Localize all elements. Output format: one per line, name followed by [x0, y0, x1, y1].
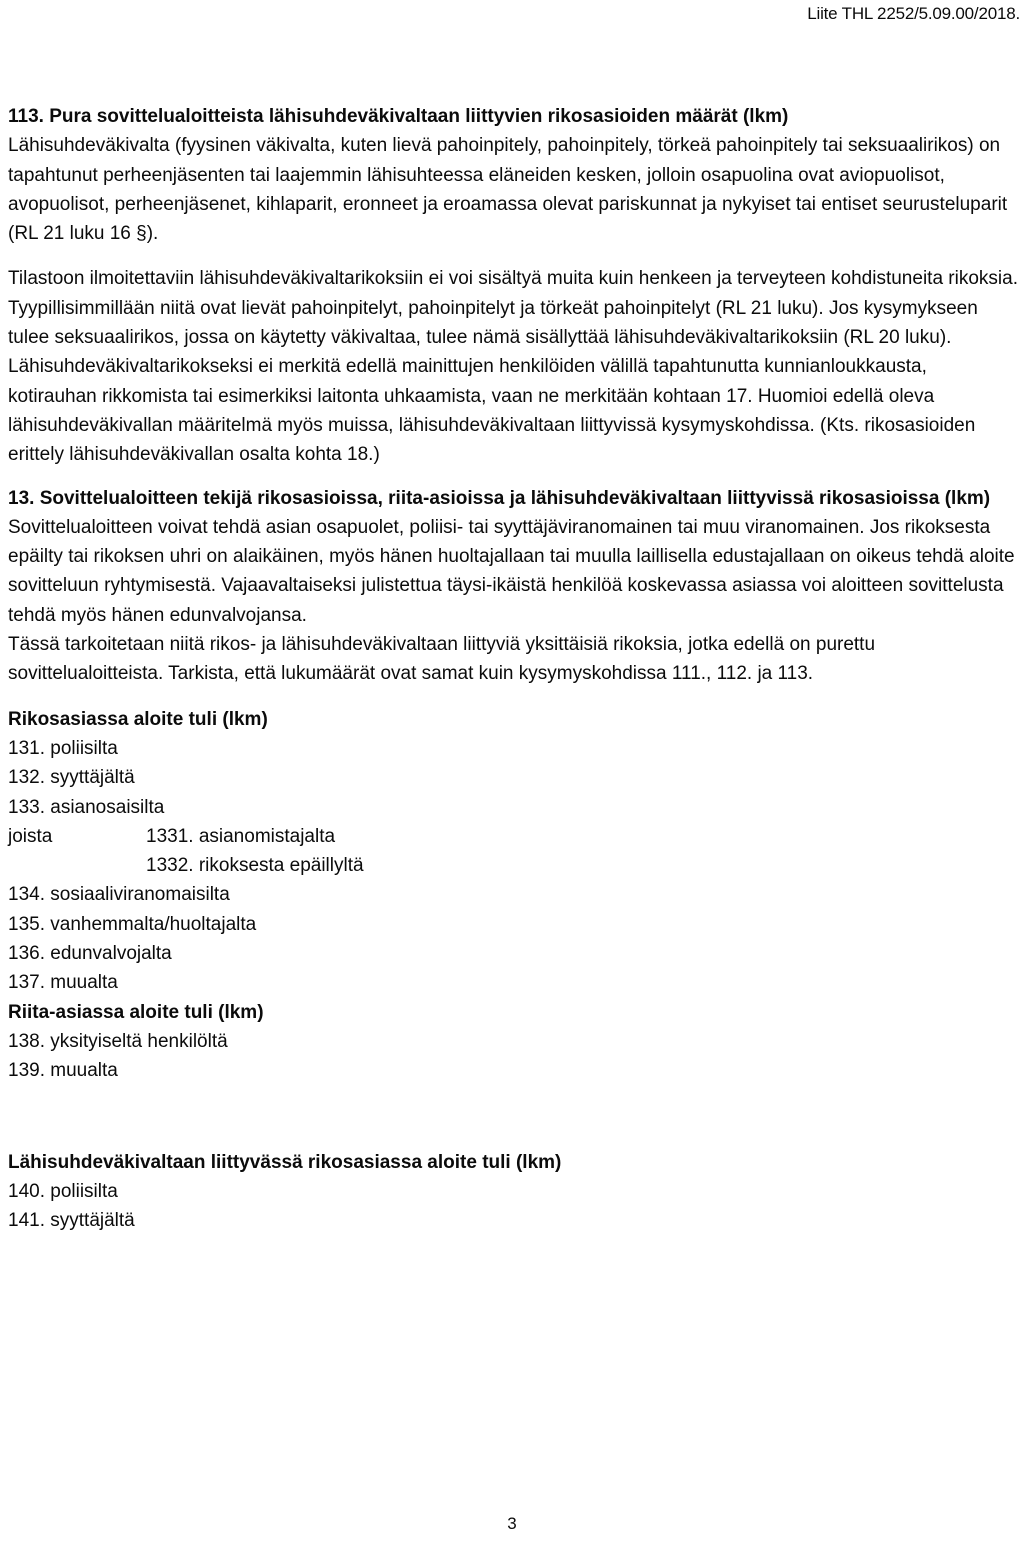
document-body	[8, 102, 1020, 1235]
document-reference: Liite THL 2252/5.09.00/2018.	[807, 4, 1020, 23]
section-113-heading: 113. Pura sovittelualoitteista lähisuhdeväkivaltaan liittyvien rikosasioiden määrät (lkm)	[8, 106, 789, 127]
section-113-paragraph-2: Tilastoon ilmoitettaviin lähisuhdeväkivaltarikoksiin ei voi sisältyä muita kuin henkeen ja terveyteen kohdistuneita rikoksia. Tyypillisimmillään niitä ovat lievät pahoinpitelyt, pahoinpitelyt ja törkeät pahoinpitelyt (RL 21 luku). Jos kysymykseen tulee seksuaalirikos, jossa on käytetty väkivaltaa, tulee nämä sisällyttää lähisuhdeväkivaltarikoksiin (RL 20 luku). Lähisuhdeväkivaltarikokseksi ei merkitä edellä mainittujen henkilöiden välillä tapahtunutta kunnianloukkausta, kotirauhan rikkomista tai esimerkiksi laitonta uhkaamista, vaan ne merkitään kohtaan 17. Huomioi edellä oleva lähisuhdeväkivallan määritelmä myös muissa, lähisuhdeväkivaltaan liittyvissä kysymyskohdissa. (Kts. rikosasioiden erittely lähisuhdeväkivallan osalta kohta 18.)	[8, 268, 1018, 466]
list-item-132: 132. syyttäjältä	[8, 767, 135, 789]
list-item-134: 134. sosiaaliviranomaisilta	[8, 884, 230, 906]
list-item-1332: 1332. rikoksesta epäillyltä	[146, 855, 364, 877]
joista-row	[8, 822, 1020, 851]
list-item-141: 141. syyttäjältä	[8, 1210, 135, 1232]
list-item-140: 140. poliisilta	[8, 1180, 118, 1202]
section-13-paragraph-1: Sovittelualoitteen voivat tehdä asian osapuolet, poliisi- tai syyttäjäviranomainen tai muu viranomainen. Jos rikoksesta epäilty tai rikoksen uhri on alaikäinen, myös hänen huoltajallaan tai muulla laillisella edustajallaan on oikeus tehdä aloite sovitteluun ryhtymisestä. Vajaavaltaiseksi julistettua täysi-ikäistä henkilöä koskevassa asiassa voi aloitteen sovittelusta tehdä myös hänen edunvalvojansa.	[8, 516, 1015, 626]
section-13-heading: 13. Sovittelualoitteen tekijä rikosasioissa, riita-asioissa ja lähisuhdeväkivaltaan liittyvissä rikosasioissa (lkm)	[8, 487, 991, 509]
section-13-paragraph-2: Tässä tarkoitetaan niitä rikos- ja lähisuhdeväkivaltaan liittyviä yksittäisiä rikoksia, jotka edellä on purettu sovittelualoitteista. Tarkista, että lukumäärät ovat samat kuin kysymyskohdissa 111., 112. ja 113.	[8, 634, 876, 685]
riita-asia-heading: Riita-asiassa aloite tuli (lkm)	[8, 1001, 264, 1023]
rikosasia-heading: Rikosasiassa aloite tuli (lkm)	[8, 708, 268, 730]
page-number: 3	[507, 1514, 517, 1533]
section-113-paragraph-1: Lähisuhdeväkivalta (fyysinen väkivalta, kuten lievä pahoinpitely, pahoinpitely, törkeä pahoinpitely tai seksuaalirikos) on tapahtunut perheenjäsenten tai laajemmin lähisuhteessa eläneiden kesken, jolloin osapuolina ovat aviopuolisot, avopuolisot, perheenjäsenet, kihlaparit, eronneet ja eroamassa olevat pariskunnat ja nykyiset tai entiset seurusteluparit (RL 21 luku 16 §).	[8, 135, 1008, 245]
list-item-138: 138. yksityiseltä henkilöltä	[8, 1030, 228, 1052]
list-item-136: 136. edunvalvojalta	[8, 943, 172, 965]
list-item-133: 133. asianosaisilta	[8, 796, 165, 818]
list-item-131: 131. poliisilta	[8, 737, 118, 759]
list-item-1331: 1331. asianomistajalta	[146, 825, 336, 847]
joista-label: joista	[8, 825, 53, 847]
lahisuhde-heading: Lähisuhdeväkivaltaan liittyvässä rikosasiassa aloite tuli (lkm)	[8, 1151, 562, 1173]
list-item-135: 135. vanhemmalta/huoltajalta	[8, 913, 257, 935]
list-item-139: 139. muualta	[8, 1060, 118, 1082]
list-item-137: 137. muualta	[8, 972, 118, 994]
